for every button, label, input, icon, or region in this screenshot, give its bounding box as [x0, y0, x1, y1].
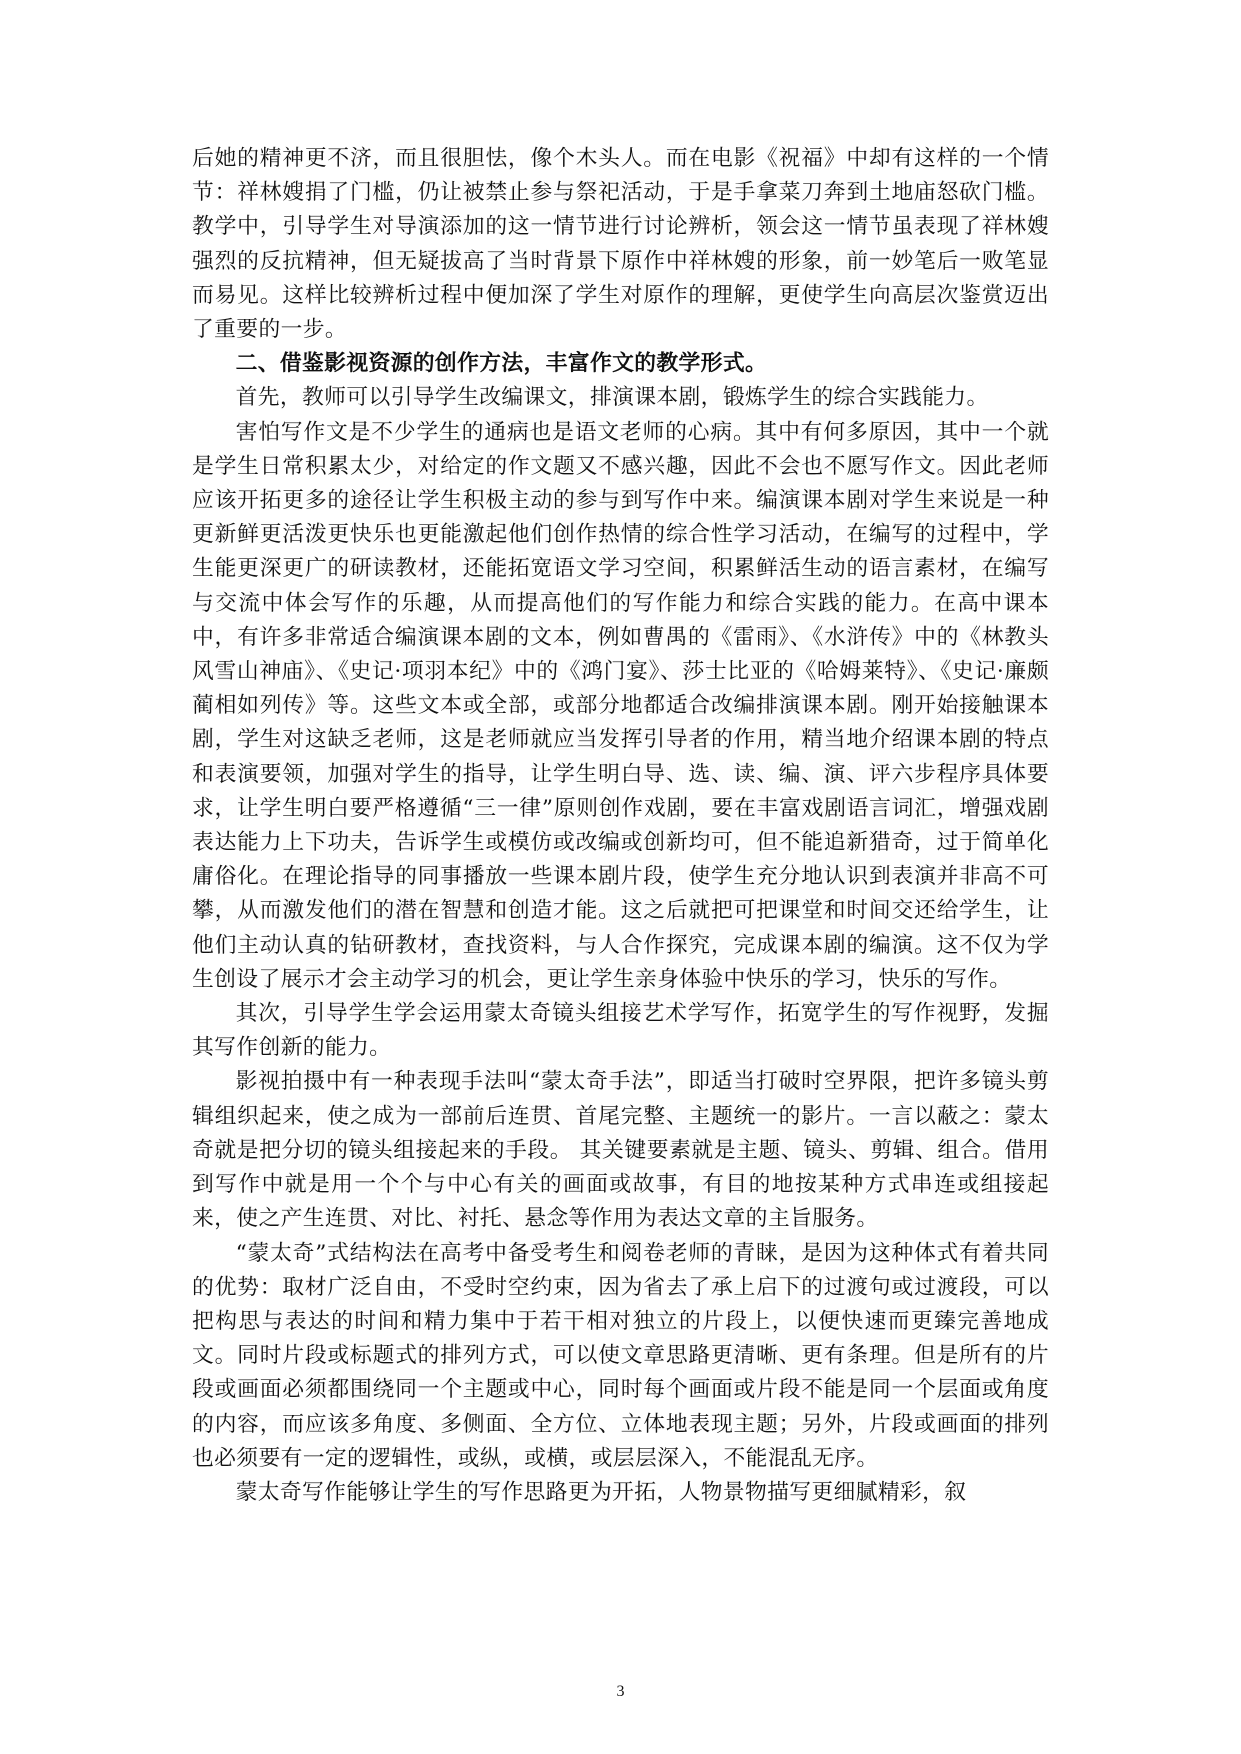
page-number: 3 [616, 1683, 625, 1700]
section-heading: 二、借鉴影视资源的创作方法，丰富作文的教学形式。 [235, 351, 768, 377]
body-text [192, 142, 1049, 1510]
paragraph: 其次，引导学生学会运用蒙太奇镜头组接艺术学写作，拓宽学生的写作视野，发掘其写作创新的能力。 [192, 1001, 1049, 1061]
paragraph: 蒙太奇写作能够让学生的写作思路更为开拓，人物景物描写更细腻精彩，叙 [235, 1479, 967, 1505]
paragraph: “蒙太奇”式结构法在高考中备受考生和阅卷老师的青睐，是因为这种体式有着共同的优势：取材广泛自由，不受时空约束，因为省去了承上启下的过渡句或过渡段，可以把构思与表达的时间和精力集中于若干相对独立的片段上，以便快速而更臻完善地成文。同时片段或标题式的排列方式，可以使文章思路更清晰、更有条理。但是所有的片段或画面必须都围绕同一个主题或中心，同时每个画面或片段不能是同一个层面或角度的内容，而应该多角度、多侧面、全方位、立体地表现主题；另外，片段或画面的排列也必须要有一定的逻辑性，或纵，或横，或层层深入，不能混乱无序。 [192, 1240, 1049, 1471]
paragraph-continuation: 后她的精神更不济，而且很胆怯，像个木头人。而在电影《祝福》中却有这样的一个情节：祥林嫂捐了门槛，仍让被禁止参与祭祀活动，于是手拿菜刀奔到土地庙怒砍门槛。教学中，引导学生对导演添加的这一情节进行讨论辨析，领会这一情节虽表现了祥林嫂强烈的反抗精神，但无疑拔高了当时背景下原作中祥林嫂的形象，前一妙笔后一败笔显而易见。这样比较辨析过程中便加深了学生对原作的理解，更使学生向高层次鉴赏迈出了重要的一步。 [192, 146, 1049, 343]
paragraph: 害怕写作文是不少学生的通病也是语文老师的心病。其中有何多原因，其中一个就是学生日常积累太少，对给定的作文题又不感兴趣，因此不会也不愿写作文。因此老师应该开拓更多的途径让学生积极主动的参与到写作中来。编演课本剧对学生来说是一种更新鲜更活泼更快乐也更能激起他们创作热情的综合性学习活动，在编写的过程中，学生能更深更广的研读教材，还能拓宽语文学习空间，积累鲜活生动的语言素材，在编写与交流中体会写作的乐趣，从而提高他们的写作能力和综合实践的能力。在高中课本中，有许多非常适合编演课本剧的文本，例如曹禺的《雷雨》、《水浒传》中的《林教头风雪山神庙》、《史记·项羽本纪》中的《鸿门宴》、莎士比亚的《哈姆莱特》、《史记·廉颇蔺相如列传》等。这些文本或全部，或部分地都适合改编排演课本剧。刚开始接触课本剧，学生对这缺乏老师，这是老师就应当发挥引导者的作用，精当地介绍课本剧的特点和表演要领，加强对学生的指导，让学生明白导、选、读、编、演、评六步程序具体要求，让学生明白要严格遵循“三一律”原则创作戏剧，要在丰富戏剧语言词汇，增强戏剧表达能力上下功夫，告诉学生或模仿或改编或创新均可，但不能追新猎奇，过于简单化庸俗化。在理论指导的同事播放一些课本剧片段，使学生充分地认识到表演并非高不可攀，从而激发他们的潜在智慧和创造才能。这之后就把可把课堂和时间交还给学生，让他们主动认真的钻研教材，查找资料，与人合作探究，完成课本剧的编演。这不仅为学生创设了展示才会主动学习的机会，更让学生亲身体验中快乐的学习，快乐的写作。 [192, 419, 1049, 992]
paragraph: 首先，教师可以引导学生改编课文，排演课本剧，锻炼学生的综合实践能力。 [235, 385, 989, 411]
paragraph: 影视拍摄中有一种表现手法叫“蒙太奇手法”，即适当打破时空界限，把许多镜头剪辑组织起来，使之成为一部前后连贯、首尾完整、主题统一的影片。一言以蔽之：蒙太奇就是把分切的镜头组接起来的手段。 其关键要素就是主题、镜头、剪辑、组合。借用到写作中就是用一个个与中心有关的画面或故事，有目的地按某种方式串连或组接起来，使之产生连贯、对比、衬托、悬念等作用为表达文章的主旨服务。 [192, 1069, 1049, 1232]
